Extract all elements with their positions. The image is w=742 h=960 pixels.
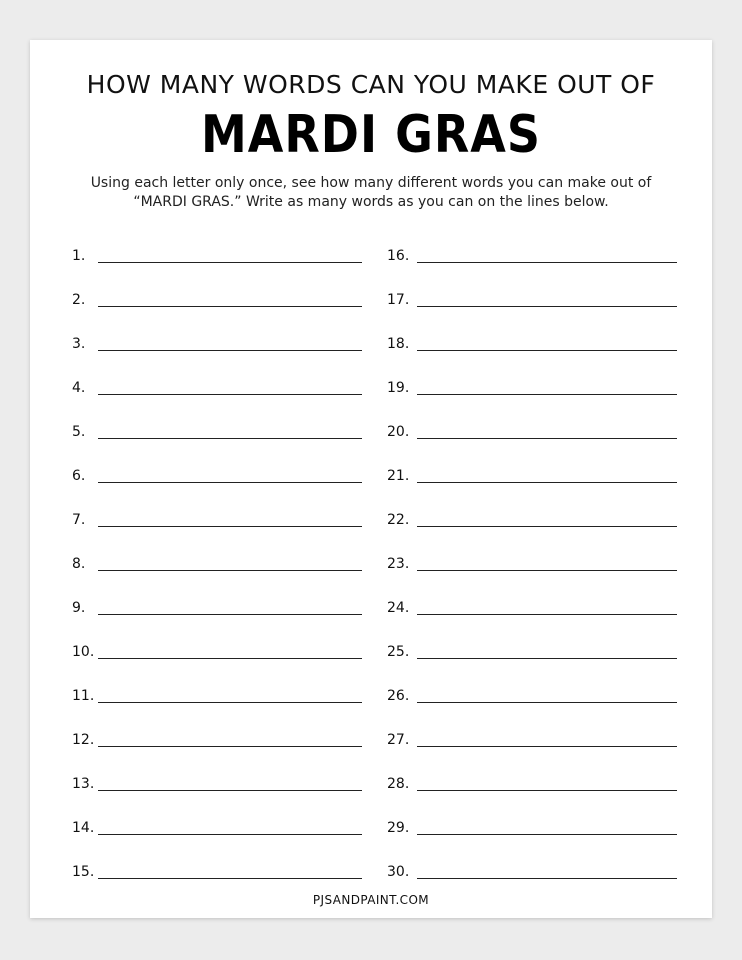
answer-number: 25. — [387, 644, 410, 660]
answer-number: 5. — [72, 424, 86, 440]
answer-row — [72, 592, 362, 616]
answer-line[interactable] — [417, 482, 677, 483]
answer-row — [387, 724, 677, 748]
answer-line[interactable] — [417, 834, 677, 835]
answer-row — [72, 636, 362, 660]
answer-row — [387, 680, 677, 704]
answer-row — [72, 460, 362, 484]
worksheet-page — [30, 40, 712, 918]
answer-number: 1. — [72, 248, 86, 264]
answer-line[interactable] — [417, 306, 677, 307]
answer-row — [387, 328, 677, 352]
answer-row — [387, 504, 677, 528]
answer-number: 7. — [72, 512, 86, 528]
answer-number: 13. — [72, 776, 95, 792]
answer-number: 21. — [387, 468, 410, 484]
answer-row — [387, 856, 677, 880]
answer-number: 24. — [387, 600, 410, 616]
answer-line[interactable] — [417, 746, 677, 747]
answer-line[interactable] — [98, 746, 362, 747]
page-title: MARDI GRAS — [200, 104, 542, 165]
answer-number: 6. — [72, 468, 86, 484]
answer-number: 12. — [72, 732, 95, 748]
answer-line[interactable] — [417, 438, 677, 439]
answer-row — [72, 768, 362, 792]
answer-row — [72, 284, 362, 308]
answer-row — [72, 812, 362, 836]
answer-number: 29. — [387, 820, 410, 836]
answer-line[interactable] — [417, 350, 677, 351]
answer-line[interactable] — [98, 482, 362, 483]
answer-number: 18. — [387, 336, 410, 352]
answer-line[interactable] — [98, 702, 362, 703]
answer-number: 17. — [387, 292, 410, 308]
answer-row — [72, 548, 362, 572]
answer-row — [72, 856, 362, 880]
answer-line[interactable] — [98, 262, 362, 263]
answer-row — [387, 636, 677, 660]
answer-number: 8. — [72, 556, 86, 572]
answer-number: 10. — [72, 644, 95, 660]
answer-line[interactable] — [98, 438, 362, 439]
answer-line[interactable] — [98, 790, 362, 791]
answer-line[interactable] — [417, 614, 677, 615]
answer-row — [72, 372, 362, 396]
answer-number: 30. — [387, 864, 410, 880]
answer-line[interactable] — [417, 394, 677, 395]
answer-number: 16. — [387, 248, 410, 264]
answer-line[interactable] — [417, 262, 677, 263]
answer-number: 22. — [387, 512, 410, 528]
answer-number: 3. — [72, 336, 86, 352]
page-subtitle: HOW MANY WORDS CAN YOU MAKE OUT OF — [86, 70, 656, 99]
answer-line[interactable] — [417, 526, 677, 527]
answer-number: 23. — [387, 556, 410, 572]
answer-row — [72, 504, 362, 528]
answer-row — [387, 372, 677, 396]
answer-row — [72, 724, 362, 748]
answer-line[interactable] — [98, 614, 362, 615]
answer-line[interactable] — [417, 790, 677, 791]
answer-line[interactable] — [417, 570, 677, 571]
answer-row — [387, 592, 677, 616]
answer-row — [72, 328, 362, 352]
answer-row — [387, 460, 677, 484]
answer-line[interactable] — [98, 526, 362, 527]
footer-website: PJSANDPAINT.COM — [312, 893, 430, 907]
answer-row — [72, 240, 362, 264]
answer-line[interactable] — [98, 834, 362, 835]
answer-line[interactable] — [417, 658, 677, 659]
answer-row — [387, 812, 677, 836]
answer-number: 15. — [72, 864, 95, 880]
instructions — [70, 174, 672, 212]
answer-row — [387, 416, 677, 440]
answer-number: 9. — [72, 600, 86, 616]
answer-number: 20. — [387, 424, 410, 440]
answer-number: 4. — [72, 380, 86, 396]
answer-row — [72, 680, 362, 704]
answer-line[interactable] — [98, 394, 362, 395]
instructions-line-2: “MARDI GRAS.” Write as many words as you can on the lines below. — [133, 194, 609, 210]
answer-row — [72, 416, 362, 440]
answer-number: 26. — [387, 688, 410, 704]
answer-number: 14. — [72, 820, 95, 836]
answer-row — [387, 548, 677, 572]
answer-number: 2. — [72, 292, 86, 308]
answer-line[interactable] — [98, 570, 362, 571]
answer-line[interactable] — [98, 878, 362, 879]
answer-line[interactable] — [417, 878, 677, 879]
answer-row — [387, 284, 677, 308]
answer-number: 28. — [387, 776, 410, 792]
answer-row — [387, 768, 677, 792]
answer-number: 11. — [72, 688, 95, 704]
answer-line[interactable] — [98, 350, 362, 351]
instructions-line-1: Using each letter only once, see how many different words you can make out of — [90, 175, 652, 191]
answer-row — [387, 240, 677, 264]
answer-line[interactable] — [417, 702, 677, 703]
answer-line[interactable] — [98, 306, 362, 307]
answer-number: 27. — [387, 732, 410, 748]
answer-number: 19. — [387, 380, 410, 396]
answer-line[interactable] — [98, 658, 362, 659]
